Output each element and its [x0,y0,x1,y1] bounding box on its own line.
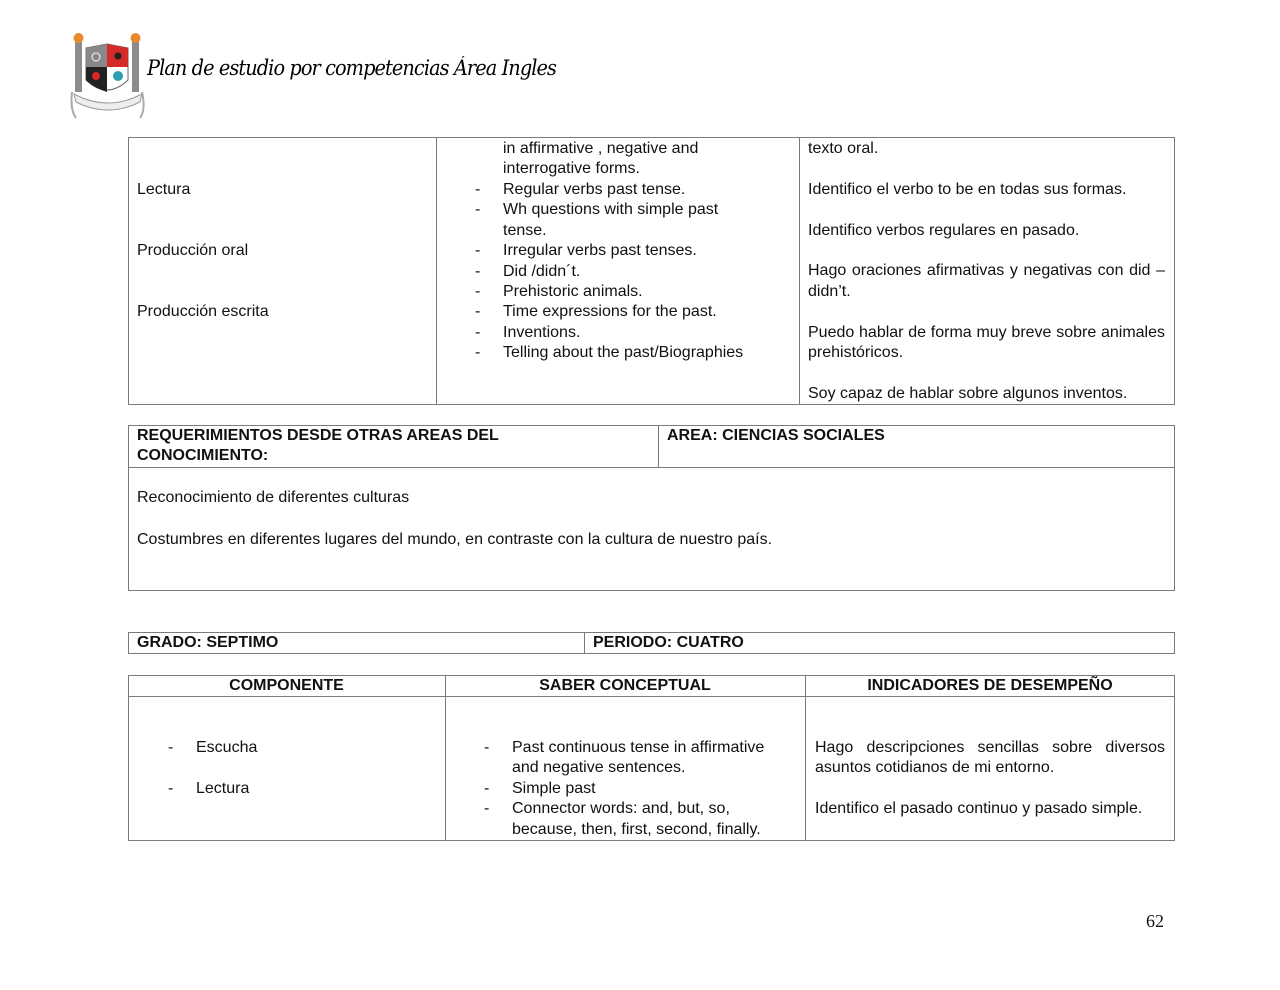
dash: - [168,780,174,797]
dash: - [168,739,174,756]
indicador: Identifico verbos regulares en pasado. [808,221,1080,239]
area-heading: AREA: CIENCIAS SOCIALES [667,427,885,444]
divider [805,675,806,841]
list-item: - Did /didn´t. [475,262,581,280]
list-item: - Irregular verbs past tenses. [475,242,697,260]
requirements-heading: REQUERIMIENTOS DESDE OTRAS AREAS DEL CONOCIMIENTO: [137,427,499,465]
componente-produccion-escrita: Producción escrita [137,303,269,320]
header-componente: COMPONENTE [229,677,344,694]
divider [128,467,1175,468]
divider [584,632,585,654]
indicador: Hago descripciones sencillas sobre diversos asuntos cotidianos de mi entorno. [815,739,1165,777]
list-item: - Wh questions with simple past tense. [475,201,719,239]
list-item: - Inventions. [475,323,581,341]
periodo-label: PERIODO: CUATRO [593,634,744,651]
list-item: - Prehistoric animals. [475,283,643,301]
page-number: 62 [1146,911,1164,931]
list-item: - Regular verbs past tense. [475,181,686,198]
indicador: texto oral. [808,140,879,157]
indicador: Puedo hablar de forma muy breve sobre animales prehistóricos. [808,323,1165,361]
list-item: - Telling about the past/Biographies [475,344,744,362]
requirement-line: Reconocimiento de diferentes culturas [137,489,410,506]
divider [445,675,446,841]
componente-produccion-oral: Producción oral [137,242,249,259]
list-item: - Time expressions for the past. [475,303,717,321]
requirement-line: Costumbres en diferentes lugares del mundo, en contraste con la cultura de nuestro país. [137,531,773,548]
divider [436,137,437,405]
header-saber-conceptual: SABER CONCEPTUAL [539,677,711,694]
indicador: Identifico el verbo to be en todas sus formas. [808,180,1127,198]
saber-list [484,738,765,840]
saber-list [475,180,744,364]
divider [658,425,659,467]
grado-label: GRADO: SEPTIMO [137,634,279,651]
header-indicadores: INDICADORES DE DESEMPEÑO [867,677,1113,694]
school-crest-logo [66,30,150,120]
indicadores-list [808,139,1165,425]
indicador: Soy capaz de hablar sobre algunos inventos. [808,384,1128,402]
list-item: - Past continuous tense in affirmative and negative sentences. [484,739,765,777]
list-item: - Simple past [484,779,596,797]
componente-lectura: Lectura [196,780,250,797]
list-item: - Connector words: and, but, so, because, then, first, second, finally. [484,800,761,838]
divider [799,137,800,405]
document-title: Plan de estudio por competencias Área Ingles [147,56,557,80]
componente-lectura: Lectura [137,181,191,198]
indicadores-list [815,738,1165,840]
componente-escucha: Escucha [196,739,258,756]
indicador: Identifico el pasado continuo y pasado simple. [815,800,1143,818]
saber-continuation: in affirmative , negative and interrogative forms. [503,140,699,178]
indicador: Hago oraciones afirmativas y negativas con did – didn’t. [808,262,1165,300]
